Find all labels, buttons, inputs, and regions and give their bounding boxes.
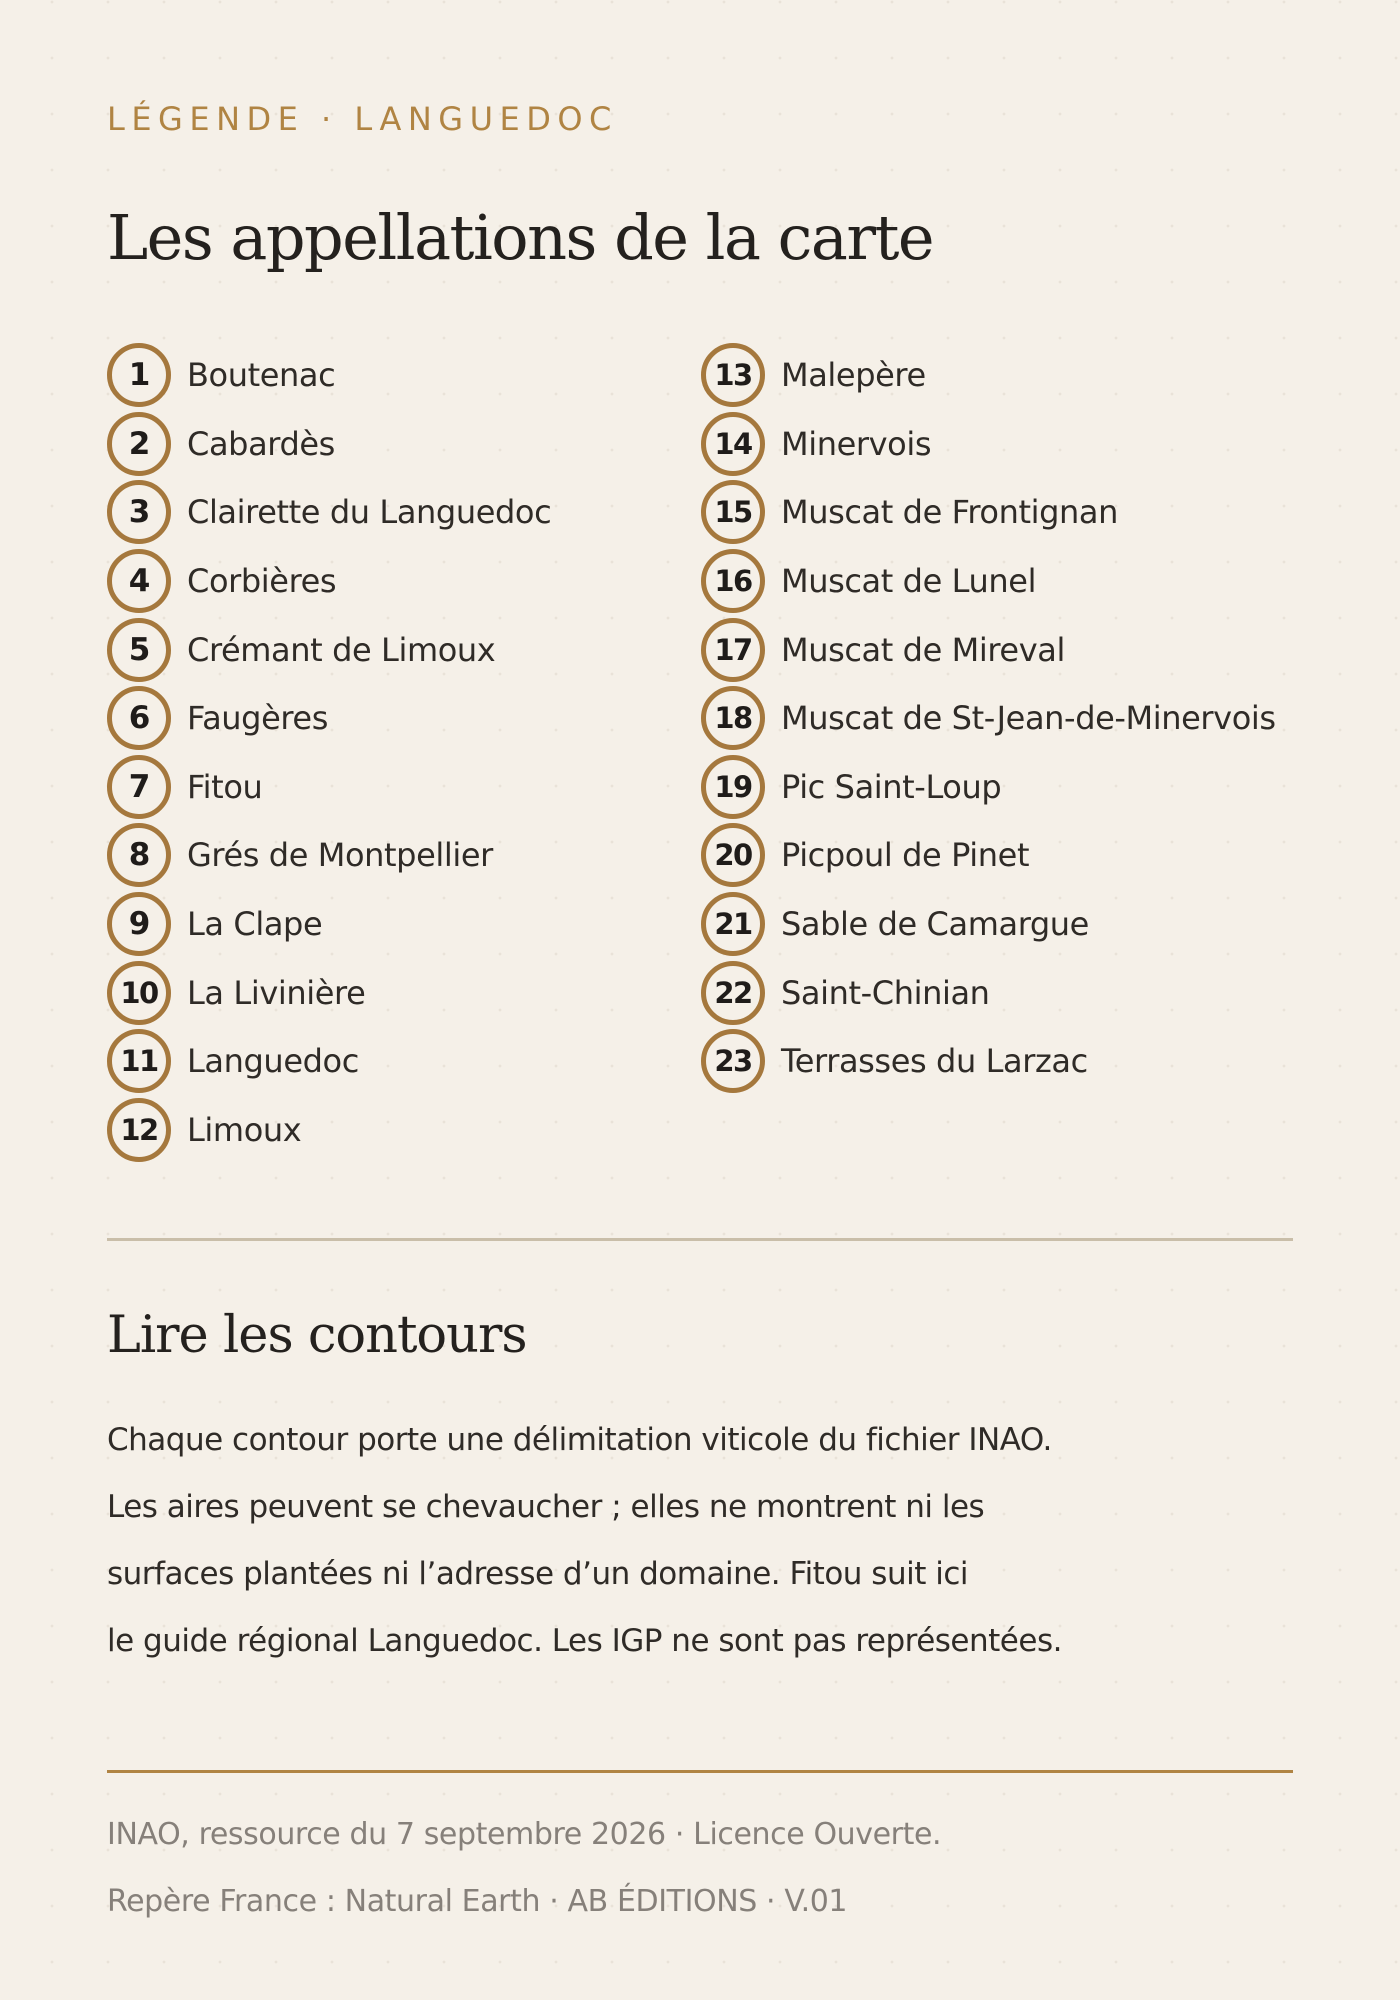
appellation-number-badge: 15 — [701, 480, 765, 544]
appellation-item — [107, 684, 551, 753]
appellation-item — [107, 753, 551, 822]
appellation-name: Malepère — [781, 356, 926, 395]
appellation-item — [107, 547, 551, 616]
appellation-number-badge: 18 — [701, 686, 765, 750]
appellation-name: Crémant de Limoux — [187, 630, 496, 669]
page-title: Les appellations de la carte — [107, 201, 934, 274]
footer — [107, 1817, 941, 1951]
appellation-name: Grés de Montpellier — [187, 836, 493, 875]
appellation-name: Clairette du Languedoc — [187, 493, 552, 532]
legend-page — [107, 0, 1293, 2000]
appellation-name: Sable de Camargue — [781, 905, 1089, 944]
appellation-item — [701, 547, 1276, 616]
appellation-item — [701, 615, 1276, 684]
appellation-name: Muscat de Mireval — [781, 630, 1065, 669]
appellation-name: Muscat de Frontignan — [781, 493, 1118, 532]
appellation-name: Muscat de Lunel — [781, 562, 1037, 601]
appellation-number-badge: 1 — [107, 343, 171, 407]
appellation-name: Corbières — [187, 562, 337, 601]
appellation-number-badge: 3 — [107, 480, 171, 544]
appellation-item — [107, 410, 551, 479]
contours-line: surfaces plantées ni l’adresse d’un domaine. Fitou suit ici — [107, 1556, 968, 1592]
appellation-item — [701, 341, 1276, 410]
section-divider — [107, 1238, 1293, 1241]
appellation-item — [107, 958, 551, 1027]
appellation-number-badge: 22 — [701, 961, 765, 1025]
appellation-item — [107, 1027, 551, 1096]
appellation-name: La Clape — [187, 905, 323, 944]
appellation-name: Minervois — [781, 424, 932, 463]
appellation-name: Muscat de St-Jean-de-Minervois — [781, 699, 1276, 738]
appellation-name: Pic Saint-Loup — [781, 767, 1002, 806]
appellation-name: Faugères — [187, 699, 328, 738]
appellation-item — [107, 1096, 551, 1165]
appellation-number-badge: 21 — [701, 892, 765, 956]
appellation-number-badge: 7 — [107, 755, 171, 819]
appellation-item — [107, 821, 551, 890]
appellation-item — [107, 341, 551, 410]
appellation-name: Terrasses du Larzac — [781, 1042, 1088, 1081]
appellation-item — [107, 615, 551, 684]
appellation-name: Languedoc — [187, 1042, 359, 1081]
appellation-number-badge: 9 — [107, 892, 171, 956]
contours-paragraph — [107, 1422, 1293, 1690]
appellation-name: Boutenac — [187, 356, 336, 395]
appellation-number-badge: 20 — [701, 823, 765, 887]
section-kicker: LÉGENDE · LANGUEDOC — [107, 100, 618, 138]
appellation-number-badge: 19 — [701, 755, 765, 819]
contours-title: Lire les contours — [107, 1306, 527, 1365]
appellation-number-badge: 23 — [701, 1029, 765, 1093]
appellation-number-badge: 17 — [701, 618, 765, 682]
appellation-name: Saint-Chinian — [781, 973, 990, 1012]
appellation-name: La Livinière — [187, 973, 366, 1012]
appellation-number-badge: 8 — [107, 823, 171, 887]
contours-line: Les aires peuvent se chevaucher ; elles ne montrent ni les — [107, 1489, 985, 1525]
appellation-list-right — [701, 341, 1276, 1096]
appellation-item — [107, 890, 551, 959]
appellation-number-badge: 14 — [701, 412, 765, 476]
appellation-item — [701, 821, 1276, 890]
footer-source: INAO, ressource du 7 septembre 2026 · Licence Ouverte. — [107, 1817, 942, 1852]
footer-divider — [107, 1770, 1293, 1773]
appellation-name: Limoux — [187, 1110, 302, 1149]
appellation-list-left — [107, 341, 551, 1164]
appellation-number-badge: 12 — [107, 1098, 171, 1162]
appellation-number-badge: 4 — [107, 549, 171, 613]
appellation-number-badge: 6 — [107, 686, 171, 750]
contours-line: le guide régional Languedoc. Les IGP ne sont pas représentées. — [107, 1623, 1062, 1659]
footer-credits: Repère France : Natural Earth · AB ÉDITIONS · V.01 — [107, 1884, 848, 1919]
appellation-number-badge: 10 — [107, 961, 171, 1025]
appellation-item — [107, 478, 551, 547]
appellation-number-badge: 2 — [107, 412, 171, 476]
appellation-item — [701, 478, 1276, 547]
appellation-name: Picpoul de Pinet — [781, 836, 1030, 875]
appellation-name: Cabardès — [187, 424, 335, 463]
appellation-item — [701, 410, 1276, 479]
appellation-number-badge: 11 — [107, 1029, 171, 1093]
appellation-number-badge: 5 — [107, 618, 171, 682]
appellation-number-badge: 13 — [701, 343, 765, 407]
appellation-item — [701, 684, 1276, 753]
contours-line: Chaque contour porte une délimitation viticole du fichier INAO. — [107, 1422, 1052, 1458]
appellation-name: Fitou — [187, 767, 263, 806]
appellation-item — [701, 890, 1276, 959]
appellation-number-badge: 16 — [701, 549, 765, 613]
appellation-item — [701, 1027, 1276, 1096]
appellation-item — [701, 753, 1276, 822]
appellation-item — [701, 958, 1276, 1027]
